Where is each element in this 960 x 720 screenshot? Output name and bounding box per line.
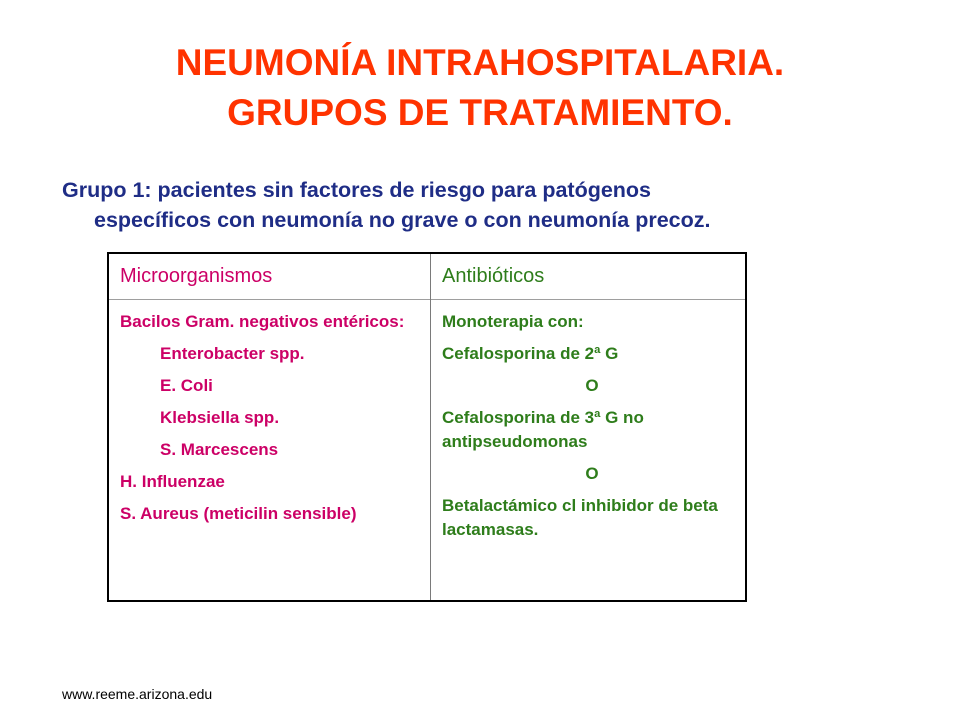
- microorganism-item: S. Aureus (meticilin sensible): [120, 504, 357, 523]
- group-description-line-1: Grupo 1: pacientes sin factores de riesgo para patógenos: [62, 178, 652, 202]
- antibiotic-item: Betalactámico cl inhibidor de beta lactamasas.: [442, 496, 718, 539]
- antibiotic-separator: O: [585, 376, 599, 395]
- antibiotic-item: Cefalosporina de 3ª G no antipseudomonas: [442, 408, 644, 451]
- microorganism-item: Bacilos Gram. negativos entéricos:: [120, 312, 405, 331]
- table-header-row: [109, 254, 745, 300]
- antibiotic-separator: O: [585, 464, 599, 483]
- title-line-1: NEUMONÍA INTRAHOSPITALARIA.: [175, 42, 785, 83]
- group-description-line-2: específicos con neumonía no grave o con neumonía precoz.: [94, 208, 711, 232]
- microorganism-item: H. Influenzae: [120, 472, 225, 491]
- title-line-2: GRUPOS DE TRATAMIENTO.: [227, 92, 733, 133]
- slide-title: [0, 38, 960, 138]
- microorganism-item: Klebsiella spp.: [160, 408, 280, 427]
- microorganism-item: S. Marcescens: [160, 440, 279, 459]
- header-antibioticos: Antibióticos: [442, 265, 545, 287]
- antibioticos-cell: [442, 310, 742, 550]
- group-description: [62, 175, 922, 235]
- antibiotic-item: Monoterapia con:: [442, 312, 584, 331]
- header-microorganismos: Microorganismos: [120, 265, 273, 287]
- treatment-table: [107, 252, 747, 602]
- antibiotic-item: Cefalosporina de 2ª G: [442, 344, 619, 363]
- microorganismos-cell: [120, 310, 420, 526]
- source-url: www.reeme.arizona.edu: [62, 686, 213, 702]
- microorganism-item: E. Coli: [160, 376, 213, 395]
- column-divider: [430, 254, 431, 600]
- microorganism-item: Enterobacter spp.: [160, 344, 305, 363]
